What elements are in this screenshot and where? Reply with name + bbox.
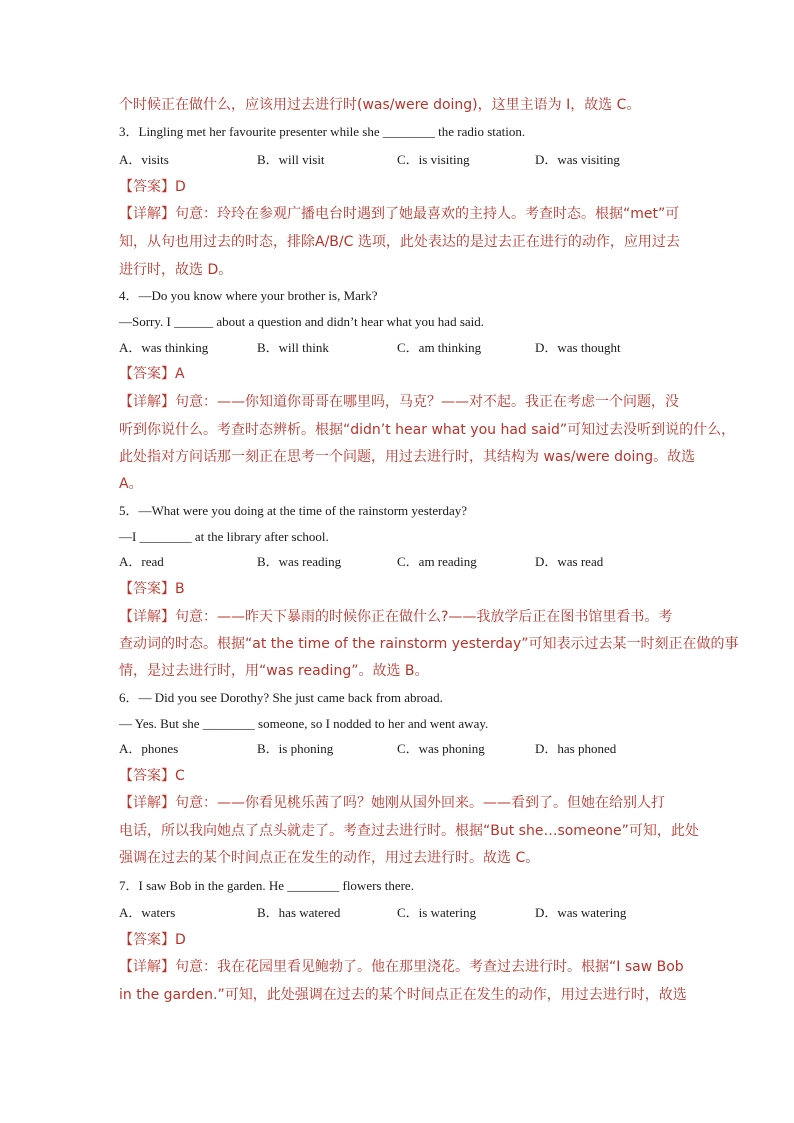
question-4-detail-1: 【详解】句意：——你知道你哥哥在哪里吗，马克？——对不起。我正在考虑一个问题，没: [119, 394, 679, 410]
question-4-option-b: B．will think: [257, 340, 329, 355]
question-3-option-c: C．is visiting: [397, 152, 470, 167]
question-3-option-a: A．visits: [119, 152, 169, 167]
question-7-option-b: B．has watered: [257, 905, 341, 920]
question-5-detail-1: 【详解】句意：——昨天下暴雨的时候你正在做什么?——我放学后正在图书馆里看书。考: [119, 609, 673, 625]
question-5-stem: 5．—What were you doing at the time of the rainstorm yesterday?: [119, 503, 468, 518]
question-4-stem-2: —Sorry. I ______ about a question and didn’t hear what you had said.: [119, 314, 485, 329]
question-3-detail-3: 进行时，故选 D。: [119, 262, 233, 278]
question-7-detail-2: in the garden.”可知，此处强调在过去的某个时间点正在发生的动作，用过去进行时，故选: [119, 987, 687, 1003]
question-6-detail-2: 电话，所以我向她点了点头就走了。考查过去进行时。根据“But she…someone”可知，此处: [119, 823, 699, 839]
question-4-detail-3: 此处指对方问话那一刻正在思考一个问题，用过去进行时，其结构为 was/were doing。故选: [119, 449, 696, 465]
question-4-detail-2: 听到你说什么。考查时态辨析。根据“didn’t hear what you had said”可知过去没听到说的什么，: [119, 422, 736, 438]
question-7-detail-1: 【详解】句意：我在花园里看见鲍勃了。他在那里浇花。考查过去进行时。根据“I saw Bob: [119, 959, 684, 975]
question-3-stem: 3．Lingling met her favourite presenter while she ________ the radio station.: [119, 124, 526, 139]
question-3-detail-1: 【详解】句意：玲玲在参观广播电台时遇到了她最喜欢的主持人。考查时态。根据“met”可: [119, 206, 680, 222]
question-6-detail-1: 【详解】句意：——你看见桃乐茜了吗？她刚从国外回来。——看到了。但她在给别人打: [119, 795, 665, 811]
question-7-option-d: D．was watering: [535, 905, 627, 920]
question-3-answer: 【答案】D: [119, 179, 186, 195]
question-6-option-d: D．has phoned: [535, 741, 617, 756]
question-5-option-a: A．read: [119, 554, 164, 569]
question-6-option-a: A．phones: [119, 741, 179, 756]
question-4-stem: 4．—Do you know where your brother is, Mark?: [119, 288, 378, 303]
question-4-answer: 【答案】A: [119, 366, 185, 382]
question-6-option-c: C．was phoning: [397, 741, 485, 756]
question-4-option-c: C．am thinking: [397, 340, 482, 355]
question-6-option-b: B．is phoning: [257, 741, 334, 756]
question-6-detail-3: 强调在过去的某个时间点正在发生的动作，用过去进行时。故选 C。: [119, 850, 540, 866]
question-4-option-a: A．was thinking: [119, 340, 209, 355]
intro-line: 个时候正在做什么，应该用过去进行时(was/were doing)，这里主语为 I，故选 C。: [119, 97, 641, 113]
question-5-answer: 【答案】B: [119, 581, 185, 597]
question-5-stem-2: —I ________ at the library after school.: [119, 529, 329, 544]
question-4-option-d: D．was thought: [535, 340, 621, 355]
question-5-option-b: B．was reading: [257, 554, 342, 569]
question-3-option-d: D．was visiting: [535, 152, 620, 167]
question-4-detail-4: A。: [119, 476, 143, 492]
question-5-option-c: C．am reading: [397, 554, 477, 569]
question-5-detail-3: 情，是过去进行时，用“was reading”。故选 B。: [119, 663, 429, 679]
question-5-option-d: D．was read: [535, 554, 604, 569]
question-7-stem: 7．I saw Bob in the garden. He ________ flowers there.: [119, 878, 414, 893]
question-3-detail-2: 知，从句也用过去的时态，排除A/B/C 选项，此处表达的是过去正在进行的动作，应用过去: [119, 234, 680, 250]
question-3-option-b: B．will visit: [257, 152, 325, 167]
question-6-answer: 【答案】C: [119, 768, 185, 784]
question-7-option-c: C．is watering: [397, 905, 477, 920]
question-7-answer: 【答案】D: [119, 932, 186, 948]
question-5-detail-2: 查动词的时态。根据“at the time of the rainstorm yesterday”可知表示过去某一时刻正在做的事: [119, 636, 739, 652]
question-6-stem: 6．— Did you see Dorothy? She just came back from abroad.: [119, 690, 443, 705]
question-6-stem-2: — Yes. But she ________ someone, so I nodded to her and went away.: [119, 716, 489, 731]
question-7-option-a: A．waters: [119, 905, 176, 920]
